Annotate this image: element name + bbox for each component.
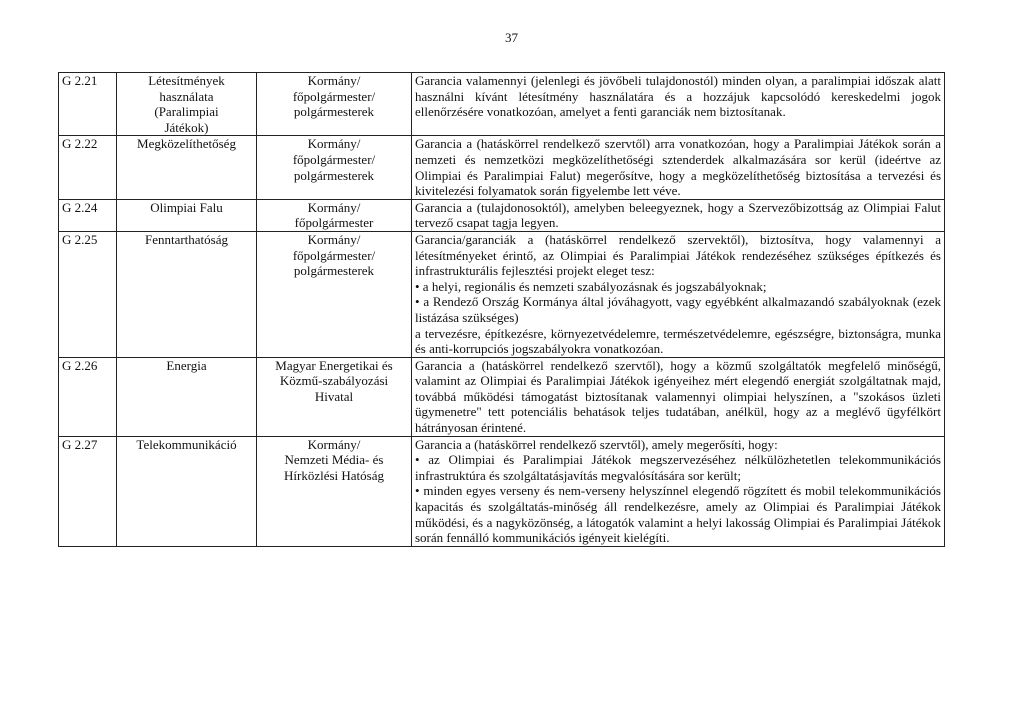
- responsible-body-line: Kormány/: [307, 136, 361, 152]
- responsible-body: [257, 231, 412, 357]
- table-row: [59, 436, 945, 546]
- guarantee-code: G 2.26: [59, 357, 117, 436]
- guarantee-topic-line: Olimpiai Falu: [150, 199, 223, 215]
- responsible-body-line: Kormány/: [307, 73, 361, 88]
- table-row: [59, 199, 945, 231]
- responsible-body: [257, 73, 412, 136]
- responsible-body-line: főpolgármester: [294, 215, 374, 231]
- table-row: [59, 231, 945, 357]
- guarantee-code: G 2.27: [59, 436, 117, 546]
- responsible-body-line: polgármesterek: [293, 104, 375, 120]
- responsible-body-line: Kormány/: [307, 231, 361, 247]
- guarantee-topic-line: Energia: [166, 357, 207, 373]
- responsible-body: [257, 136, 412, 199]
- guarantee-code: G 2.24: [59, 199, 117, 231]
- guarantee-description-line: Garancia a (tulajdonosoktól), amelyben beleegyeznek, hogy a Szervezőbizottság az Olimpiai Falut tervező csapat tagja legyen.: [415, 199, 941, 231]
- page-number: 37: [505, 30, 518, 45]
- guarantee-description: [412, 136, 945, 199]
- guarantee-description-line: Garancia/garanciák a (hatáskörrel rendelkező szervektől), biztosítva, hogy valamennyi a létesítményeket érintő, az Olimpiai és Paralimpiai Játékok rendezéséhez szükséges építkezés és infrastrukturális fejlesztési projekt eleget tesz:: [415, 231, 941, 279]
- responsible-body-line: főpolgármester/: [292, 151, 376, 167]
- guarantee-description-line: • az Olimpiai és Paralimpiai Játékok megszervezéséhez nélkülözhetetlen telekommunikációs infrastruktúra és szolgáltatásjavítás megvalósítására sor került;: [415, 452, 941, 483]
- responsible-body: [257, 357, 412, 436]
- responsible-body-line: Hivatal: [314, 388, 354, 404]
- guarantee-description-line: Garancia a (hatáskörrel rendelkező szervtől), amely megerősíti, hogy:: [415, 436, 778, 452]
- responsible-body: [257, 199, 412, 231]
- guarantee-description-line: • a helyi, regionális és nemzeti szabályozásnak és jogszabályoknak;: [415, 278, 767, 294]
- guarantee-topic: [117, 136, 257, 199]
- guarantee-description-line: • minden egyes verseny és nem-verseny helyszínnel elegendő rögzített és mobil telekommunikációs kapacitás és szolgáltatás-minőség áll rendelkezésre, amely az Olimpiai és Paralimpiai Játékok működési, és a nagyközönség, a látogatók valamint a helyi lakosság Olimpiai és Paralimpiai Játékok során fennálló kommunikációs igényeit kielégíti.: [415, 483, 941, 546]
- guarantee-description-line: a tervezésre, építkezésre, környezetvédelemre, természetvédelemre, egészségre, biztonságra, munka és anti-korrupciós jogszabályokra vonatkozóan.: [415, 325, 941, 357]
- table-row: [59, 357, 945, 436]
- guarantee-topic-line: Fenntarthatóság: [144, 231, 229, 247]
- responsible-body: [257, 436, 412, 546]
- responsible-body-line: polgármesterek: [293, 167, 375, 183]
- guarantee-topic: [117, 231, 257, 357]
- guarantee-code: G 2.25: [59, 231, 117, 357]
- responsible-body-line: Hírközlési Hatóság: [283, 467, 384, 483]
- guarantee-description: [412, 199, 945, 231]
- responsible-body-line: Nemzeti Média- és: [284, 452, 384, 468]
- responsible-body-line: Közmű-szabályozási: [279, 373, 389, 389]
- guarantee-topic-line: Telekommunikáció: [136, 436, 237, 452]
- guarantee-code: G 2.22: [59, 136, 117, 199]
- guarantee-topic-line: (Paralimpiai: [154, 104, 219, 120]
- guarantee-description-line: Garancia a (hatáskörrel rendelkező szervtől), hogy a közmű szolgáltatók megfelelő minőségű, valamint az Olimpiai és Paralimpiai Játékok igényeihez mért elegendő energiát szolgáltatnak majd, továbbá működési támogatást biztosítanak valamennyi olimpiai helyszínen, a "szokásos üzleti ügymenetre" tett potenciális behatások teljes tudatában, anélkül, hogy az a meglévő ügyfélkört hátrányosan érintené.: [415, 357, 941, 436]
- table-row: [59, 73, 945, 136]
- responsible-body-line: Magyar Energetikai és: [275, 357, 393, 373]
- guarantee-description: [412, 73, 945, 136]
- responsible-body-line: főpolgármester/: [292, 88, 376, 104]
- responsible-body-line: Kormány/: [307, 199, 361, 215]
- guarantee-topic-line: használata: [159, 88, 214, 104]
- guarantee-topic-line: Megközelíthetőség: [137, 136, 236, 152]
- guarantee-description-line: Garancia valamennyi (jelenlegi és jövőbeli tulajdonostól) minden olyan, a paralimpiai időszak alatt használni kívánt létesítmény használatára és a hozzájuk kapcsolódó kereskedelmi jogok ellenőrzésére vonatkozóan, amelyet a fenti garanciák nem biztosítanak.: [415, 73, 941, 120]
- guarantee-description: [412, 231, 945, 357]
- guarantee-description-line: • a Rendező Ország Kormánya által jóváhagyott, vagy egyébként alkalmazandó szabályoknak (ezek listázása szükséges): [415, 294, 941, 325]
- guarantee-topic: [117, 436, 257, 546]
- guarantee-topic: [117, 199, 257, 231]
- guarantee-description-line: Garancia a (hatáskörrel rendelkező szervtől) arra vonatkozóan, hogy a Paralimpiai Játékok során a nemzeti és nemzetközi megközelíthetőségi sztenderdek alkalmazására sor kerül (ideértve az Olimpiai és Paralimpiai Falut) megerősítve, hogy a megközelíthetőség biztosítása a tervezési és kivitelezési folyamatok során figyelembe lett véve.: [415, 136, 941, 199]
- guarantee-topic: [117, 357, 257, 436]
- responsible-body-line: polgármesterek: [293, 263, 375, 279]
- responsible-body-line: Kormány/: [307, 436, 361, 452]
- guarantee-topic-line: Játékok): [164, 119, 209, 135]
- guarantee-topic-line: Létesítmények: [148, 73, 225, 88]
- guarantee-description: [412, 357, 945, 436]
- guarantees-table: [58, 72, 945, 547]
- guarantee-topic: [117, 73, 257, 136]
- guarantee-description: [412, 436, 945, 546]
- table-row: [59, 136, 945, 199]
- responsible-body-line: főpolgármester/: [292, 247, 376, 263]
- guarantee-code: G 2.21: [59, 73, 117, 136]
